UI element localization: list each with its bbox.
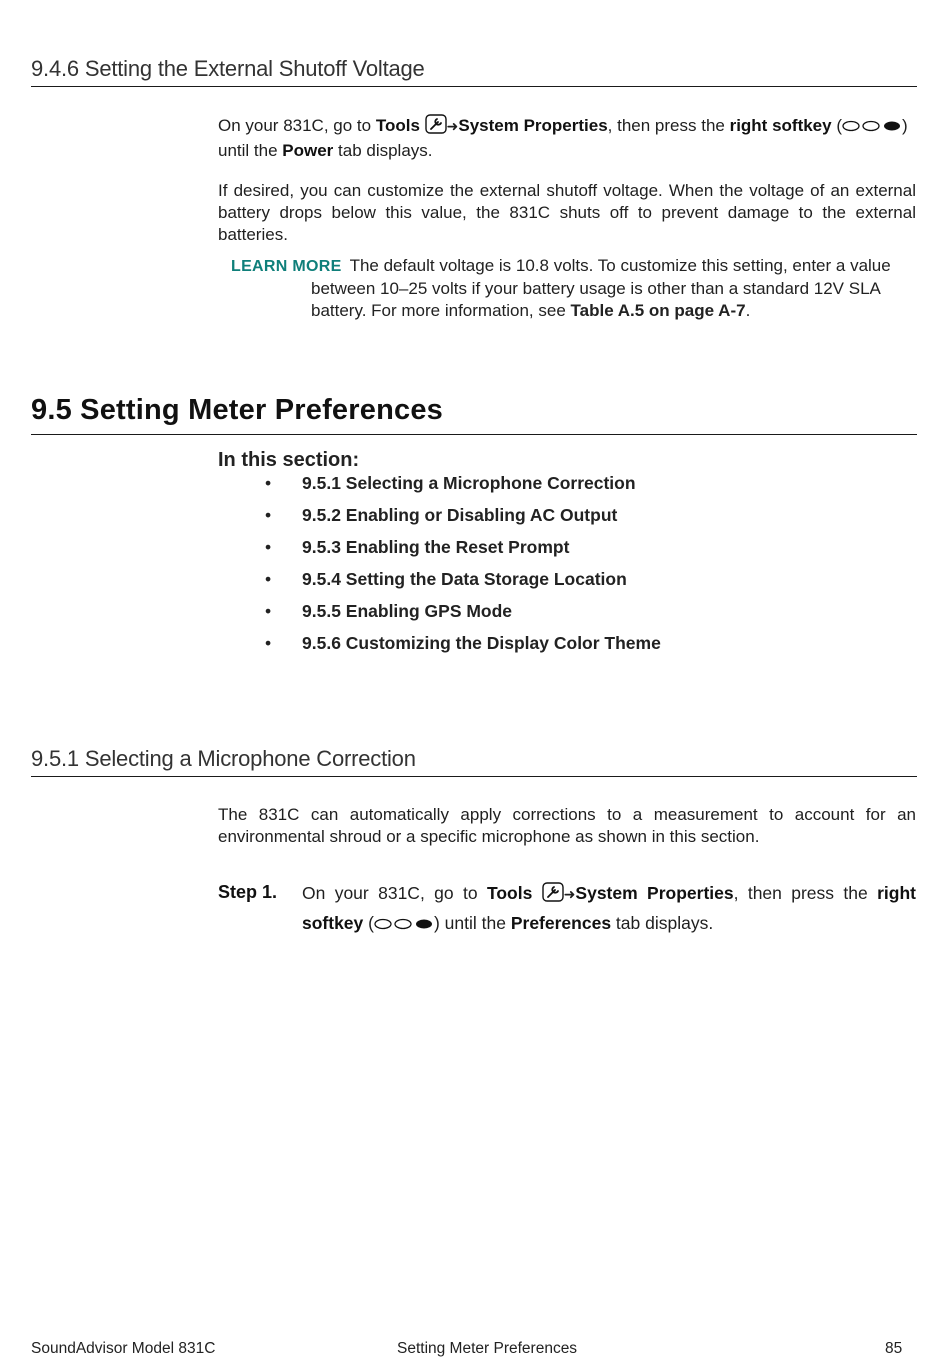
step-1-text: On your 831C, go to Tools ➜System Properties, then press the right softkey ( ) until the Preferences tab displays.: [302, 880, 916, 938]
section-946-paragraph-1: On your 831C, go to Tools ➜System Properties, then press the right softkey ( ) until the Power tab displays.: [218, 116, 908, 160]
section-951-rule: [31, 776, 917, 777]
footer-page-number: 85: [885, 1340, 903, 1357]
wrench-icon: [425, 114, 447, 140]
wrench-icon: [542, 882, 564, 910]
footer-section-name: Setting Meter Preferences: [397, 1340, 578, 1357]
softkey-icon: [374, 911, 434, 938]
toc-item[interactable]: • 9.5.5 Enabling GPS Mode: [265, 601, 513, 621]
toc-item[interactable]: • 9.5.3 Enabling the Reset Prompt: [265, 537, 570, 557]
arrow-right-icon: ➜: [563, 886, 576, 902]
section-95-title: 9.5 Setting Meter Preferences: [31, 394, 443, 426]
section-946-rule: [31, 86, 917, 87]
toc-item[interactable]: • 9.5.4 Setting the Data Storage Location: [265, 569, 627, 589]
learn-more-note: LEARN MORE The default voltage is 10.8 volts. To customize this setting, enter a value between 10–25 volts if your battery usage is other than a standard 12V SLA battery. For more information, see Table A.5 on page A-7.: [231, 256, 891, 320]
section-951-paragraph: The 831C can automatically apply corrections to a measurement to account for an environmental shroud or a specific microphone as shown in this section.: [218, 805, 916, 846]
toc-item[interactable]: • 9.5.1 Selecting a Microphone Correction: [265, 473, 636, 493]
toc-item[interactable]: • 9.5.2 Enabling or Disabling AC Output: [265, 505, 618, 525]
learn-more-tag: LEARN MORE: [231, 258, 342, 275]
footer-product-name: SoundAdvisor Model 831C: [31, 1340, 216, 1357]
in-this-section-label: In this section:: [218, 449, 360, 471]
toc-item[interactable]: • 9.5.6 Customizing the Display Color Theme: [265, 633, 661, 653]
section-951-title: 9.5.1 Selecting a Microphone Correction: [31, 746, 416, 771]
table-reference-link[interactable]: Table A.5 on page A-7: [570, 301, 746, 320]
step-label: Step 1.: [218, 882, 278, 902]
section-946-title: 9.4.6 Setting the External Shutoff Voltage: [31, 56, 425, 81]
section-95-rule: [31, 434, 917, 435]
section-946-paragraph-2: If desired, you can customize the external shutoff voltage. When the voltage of an external battery drops below this value, the 831C shuts off to prevent damage to the external batteries.: [218, 181, 916, 244]
softkey-icon: [842, 116, 902, 138]
section-toc-list: [265, 473, 661, 665]
arrow-right-icon: ➜: [446, 118, 459, 134]
